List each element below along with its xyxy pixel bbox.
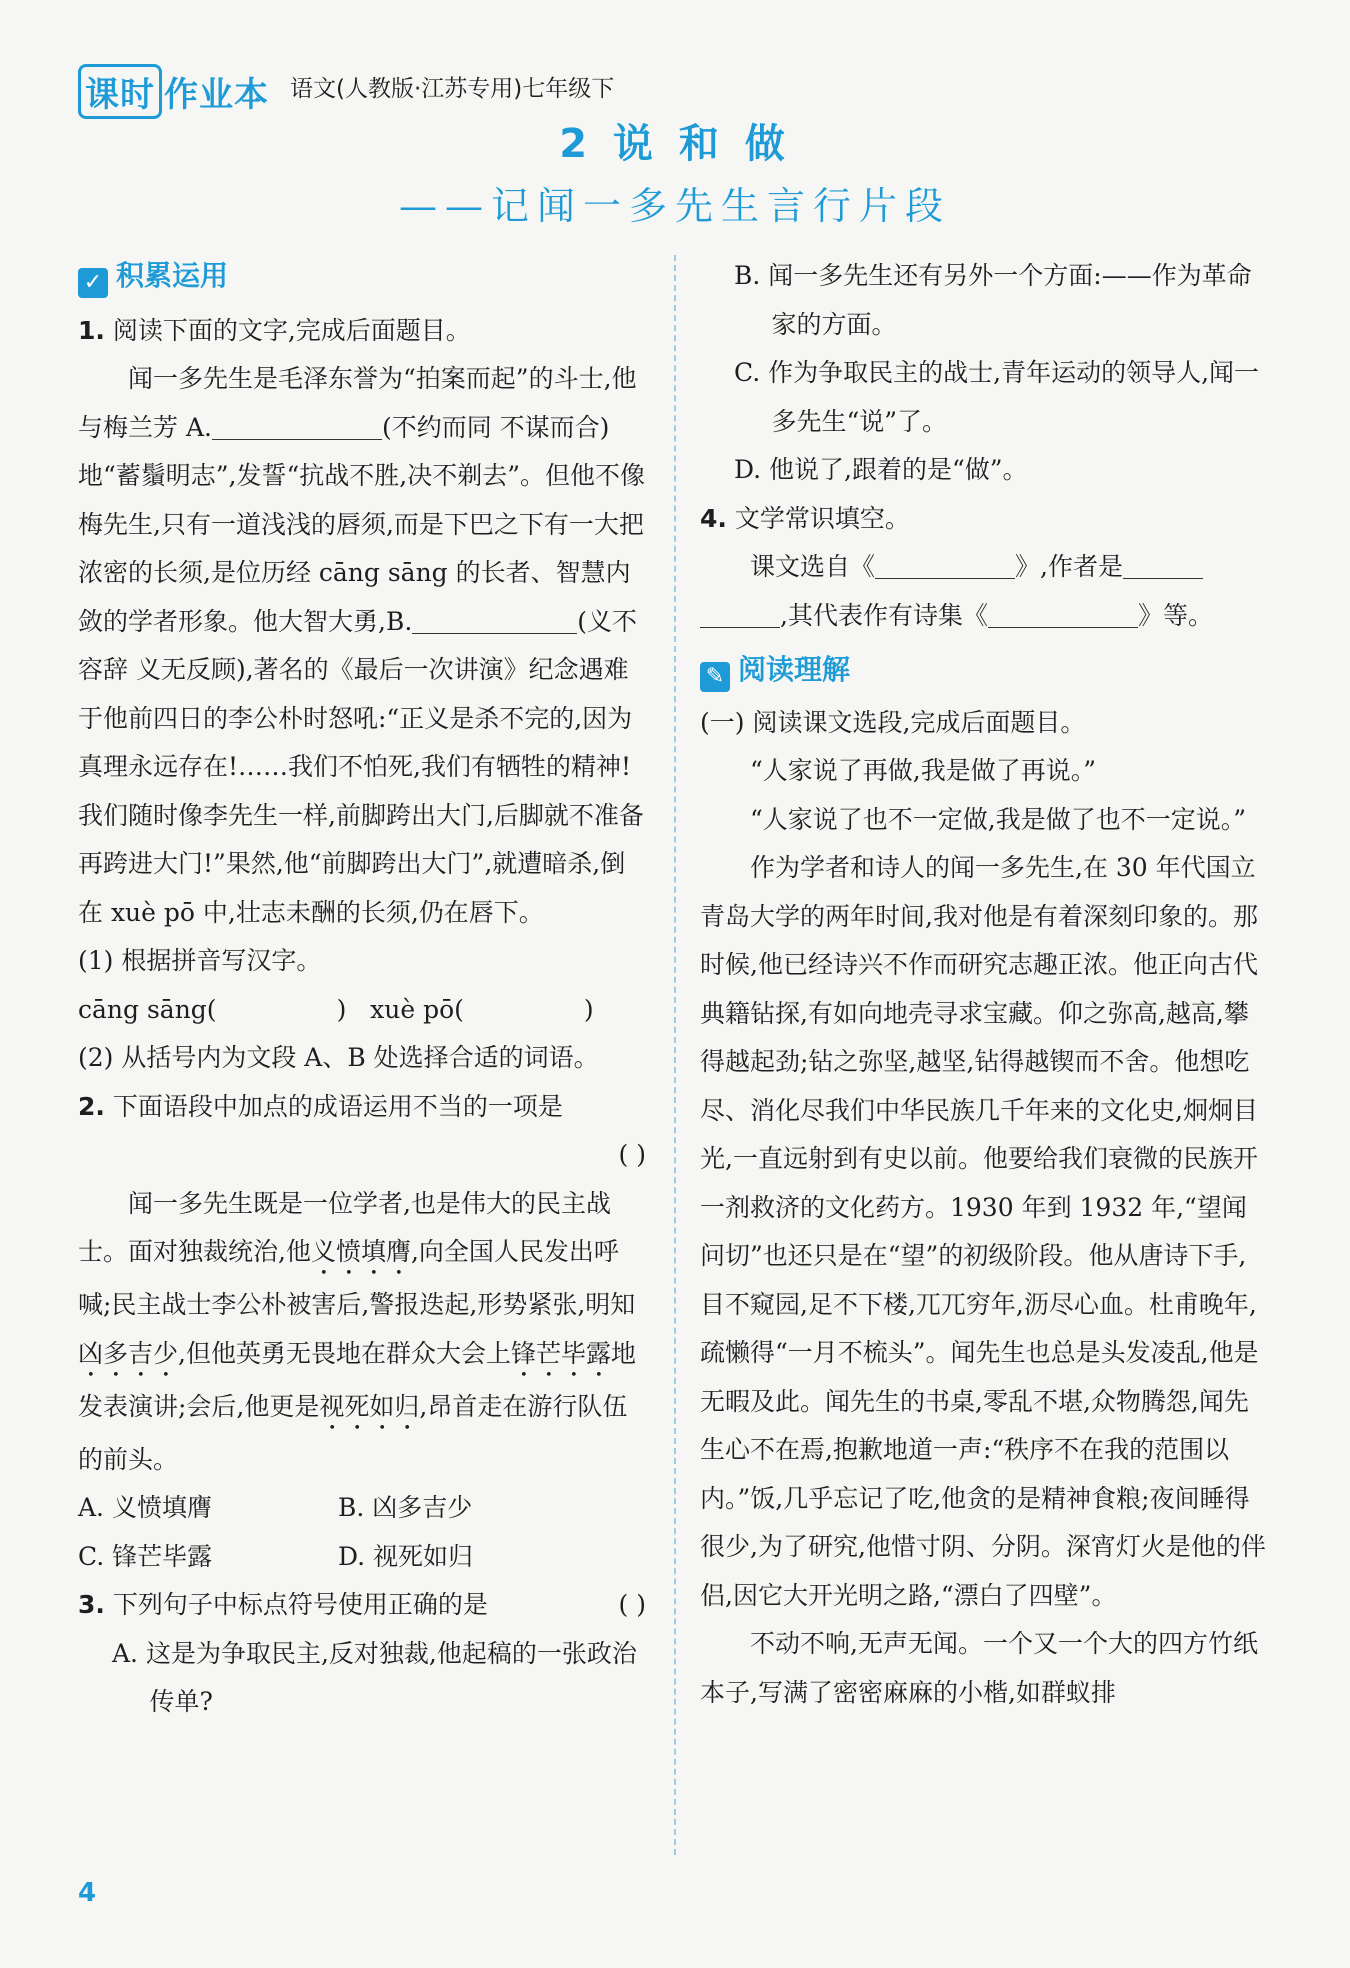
q1-pinyin-row: cāng sāng( ) xuè pō( )	[78, 994, 594, 1024]
q2-passage: 闻一多先生既是一位学者,也是伟大的民主战士。面对独裁统治,他义愤填膺,向全国人民发出呼喊;民主战士李公朴被害后,警报迭起,形势紧张,明知凶多吉少,但他英勇无畏地在群众大会上锋芒毕露地发表演讲;会后,他更是视死如归,昂首走在游行队伍的前头。	[78, 1188, 636, 1474]
q2-options-row2	[78, 1533, 646, 1582]
q2-option-b[interactable]: B. 凶多吉少	[338, 1493, 473, 1522]
q4-blank-poetry[interactable]	[988, 599, 1138, 628]
q3-option-c[interactable]: C. 作为争取民主的战士,青年运动的领导人,闻一多先生“说”了。	[734, 358, 1260, 436]
q4-blank-author-cont[interactable]	[700, 599, 780, 628]
q2-option-d[interactable]: D. 视死如归	[338, 1541, 474, 1571]
reading-p1: “人家说了再做,我是做了再说。”	[750, 756, 1097, 785]
logo-text: 作业本	[164, 75, 269, 115]
logo-badge: 课时	[78, 64, 162, 119]
series-logo	[78, 64, 269, 119]
q1-blank-a[interactable]	[212, 411, 382, 440]
book-title: 语文(人教版·江苏专用)七年级下	[290, 76, 615, 102]
q2-options-row1	[78, 1484, 646, 1533]
q3-answer-paren[interactable]: ( )	[618, 1590, 646, 1619]
section-reading: ✎ 阅读理解	[700, 646, 1268, 695]
q3-option-a[interactable]: A. 这是为争取民主,反对独裁,他起稿的一张政治传单?	[112, 1638, 637, 1716]
q3-stem: 3. 下列句子中标点符号使用正确的是 ( )	[78, 1581, 646, 1630]
q1-sub1: (1) 根据拼音写汉字。	[78, 946, 322, 975]
pencil-icon: ✎	[700, 662, 730, 692]
section-accumulate: ✓ 积累运用	[78, 252, 646, 301]
q4-fill: 课文选自《 》,作者是,其代表作有诗集《 》等。	[700, 543, 1268, 640]
q3-option-b[interactable]: B. 闻一多先生还有另外一个方面:——作为革命家的方面。	[734, 261, 1252, 339]
q1-blank-b[interactable]	[412, 605, 577, 634]
q4-blank-author[interactable]	[1123, 550, 1203, 579]
right-column	[700, 252, 1268, 1717]
q4-blank-source[interactable]	[875, 550, 1015, 579]
q2-option-c[interactable]: C. 锋芒毕露	[78, 1541, 213, 1571]
q1-stem: 1. 阅读下面的文字,完成后面题目。	[78, 315, 471, 345]
check-icon: ✓	[78, 268, 108, 298]
page-number: 4	[78, 1878, 97, 1908]
left-column	[78, 252, 646, 1727]
q2-answer-paren[interactable]: ( )	[618, 1140, 646, 1169]
q1-sub2: (2) 从括号内为文段 A、B 处选择合适的词语。	[78, 1043, 599, 1072]
reading-p3: 作为学者和诗人的闻一多先生,在 30 年代国立青岛大学的两年时间,我对他是有着深刻印象的。那时候,他已经诗兴不作而研究志趣正浓。他正向古代典籍钻探,有如向地壳寻求宝藏。仰之弥高,越高,攀得越起劲;钻之弥坚,越坚,钻得越锲而不舍。他想吃尽、消化尽我们中华民族几千年来的文化史,炯炯目光,一直远射到有史以前。他要给我们衰微的民族开一剂救济的文化药方。1930 年到 1932 年,“望闻问切”也还只是在“望”的初级阶段。他从唐诗下手,目不窥园,足不下楼,兀兀穷年,沥尽心血。杜甫晚年,疏懒得“一月不梳头”。闻先生也总是头发凌乱,他是无暇及此。闻先生的书桌,零乱不堪,众物腾怨,闻先生心不在焉,抱歉地道一声:“秩序不在我的范围以内。”饭,几乎忘记了吃,他贪的是精神食粮;夜间睡得很少,为了研究,他惜寸阴、分阴。深宵灯火是他的伴侣,因它大开光明之路,“漂白了四壁”。	[700, 853, 1266, 1610]
q1-passage: 闻一多先生是毛泽东誉为“拍案而起”的斗士,他与梅兰芳 A. (不约而同 不谋而合)地“蓄鬚明志”,发誓“抗战不胜,决不剃去”。但他不像梅先生,只有一道浅浅的唇须,而是下巴之下有一大把浓密的长须,是位历经 cāng sāng 的长者、智慧内敛的学者形象。他大智大勇,B. (义不容辞 义无反顾),著名的《最后一次讲演》纪念遇难于他前四日的李公朴时怒吼:“正义是杀不完的,因为真理永远存在!……我们不怕死,我们有牺牲的精神!我们随时像李先生一样,前脚跨出大门,后脚就不准备再跨进大门!”果然,他“前脚跨出大门”,就遭暗杀,倒在 xuè pō 中,壮志未酬的长须,仍在唇下。	[78, 364, 646, 927]
q2-stem: 2. 下面语段中加点的成语运用不当的一项是	[78, 1091, 563, 1121]
lesson-subtitle: ——记闻一多先生言行片段	[398, 184, 951, 228]
q3-option-d[interactable]: D. 他说了,跟着的是“做”。	[734, 455, 1028, 484]
q4-stem: 4. 文学常识填空。	[700, 503, 910, 533]
reading-intro: (一) 阅读课文选段,完成后面题目。	[700, 707, 1086, 737]
column-divider	[674, 255, 676, 1855]
q2-option-a[interactable]: A. 义愤填膺	[78, 1493, 212, 1522]
reading-p2: “人家说了也不一定做,我是做了也不一定说。”	[750, 804, 1247, 834]
lesson-title: 2 说 和 做	[559, 121, 791, 167]
reading-p4: 不动不响,无声无闻。一个又一个大的四方竹纸本子,写满了密密麻麻的小楷,如群蚁排	[700, 1629, 1258, 1707]
